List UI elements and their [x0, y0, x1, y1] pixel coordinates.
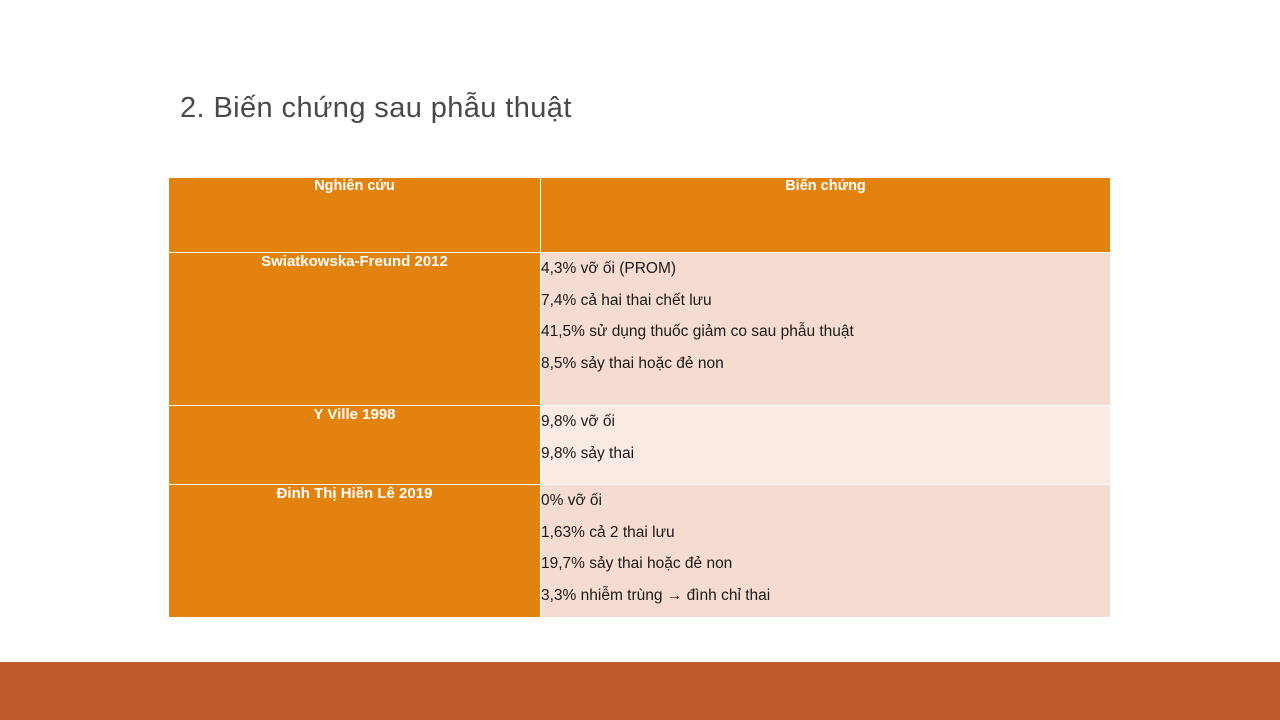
cell-study-name: Swiatkowska-Freund 2012	[169, 253, 541, 406]
cell-study-name: Y Ville 1998	[169, 406, 541, 485]
table	[168, 177, 1111, 618]
table-row	[169, 253, 1111, 406]
page-title: 2. Biến chứng sau phẫu thuật	[180, 92, 572, 124]
column-header-complication: Biến chứng	[541, 178, 1111, 253]
cell-complications	[541, 485, 1111, 618]
table-row	[169, 406, 1111, 485]
complication-line: 9,8% vỡ ối	[541, 413, 615, 430]
complication-line: 7,4% cả hai thai chết lưu	[541, 291, 712, 309]
complication-line: 41,5% sử dụng thuốc giảm co sau phẫu thuật	[541, 323, 854, 340]
column-header-study: Nghiên cứu	[169, 178, 541, 253]
cell-complications	[541, 406, 1111, 485]
complication-line: 19,7% sảy thai hoặc đẻ non	[541, 555, 733, 572]
complication-line: 0% vỡ ối	[541, 492, 602, 509]
complication-line: 8,5% sảy thai hoặc đẻ non	[541, 354, 724, 372]
table-header-row	[169, 178, 1111, 253]
table-row	[169, 485, 1111, 618]
footer-bar	[0, 662, 1280, 720]
complication-line: 3,3% nhiễm trùng → đình chỉ thai	[541, 586, 771, 604]
complication-line: 9,8% sảy thai	[541, 444, 635, 462]
cell-study-name: Đinh Thị Hiền Lê 2019	[169, 485, 541, 618]
complication-line: 4,3% vỡ ối (PROM)	[541, 260, 677, 277]
cell-complications	[541, 253, 1111, 406]
study-complication-table	[168, 177, 1110, 618]
complication-line: 1,63% cả 2 thai lưu	[541, 523, 675, 541]
